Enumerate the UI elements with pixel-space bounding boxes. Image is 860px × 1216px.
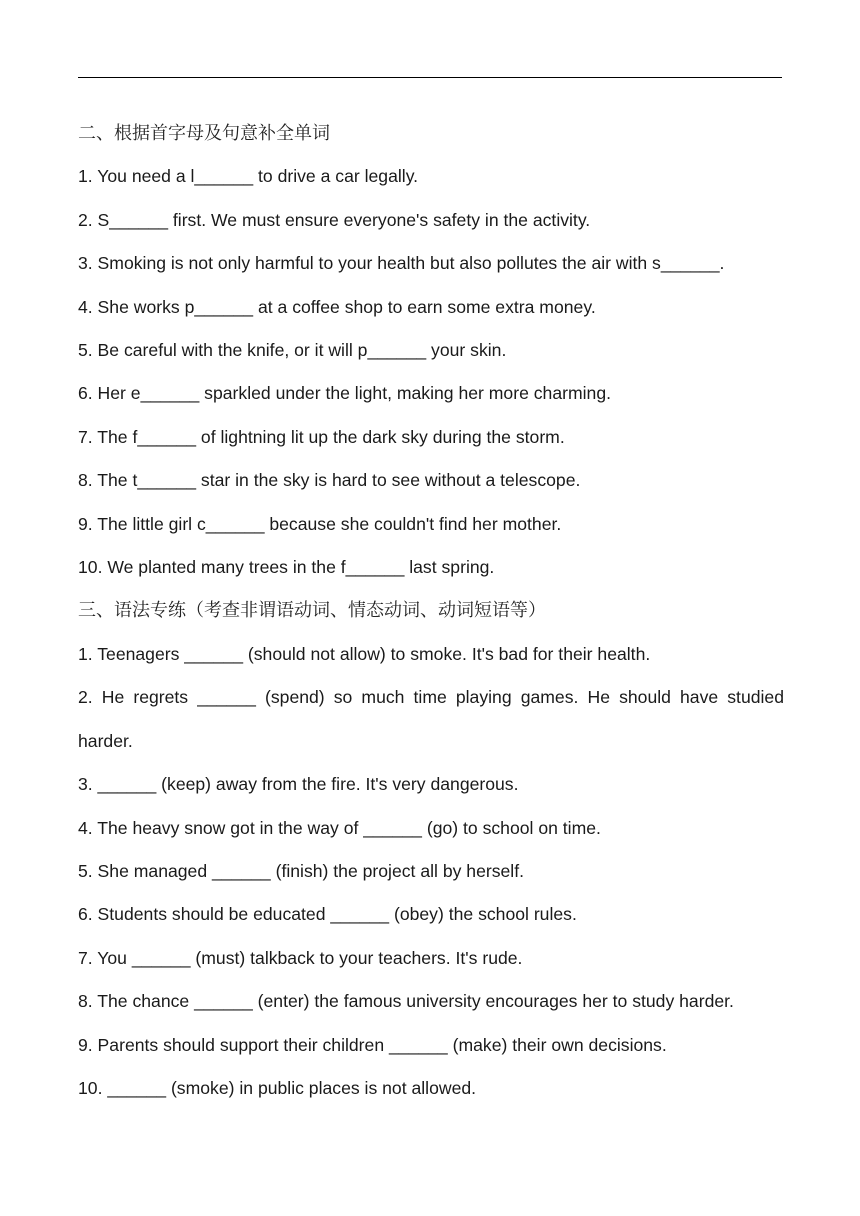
header-rule (78, 77, 782, 78)
question-item: 5. Be careful with the knife, or it will p______ your skin. (78, 340, 507, 361)
question-item: 7. The f______ of lightning lit up the dark sky during the storm. (78, 426, 565, 447)
section-heading-word-completion: 二、根据首字母及句意补全单词 (78, 123, 330, 144)
question-item: 7. You ______ (must) talkback to your teachers. It's rude. (78, 947, 523, 968)
section-heading-grammar-practice: 三、语法专练（考查非谓语动词、情态动词、动词短语等） (78, 600, 546, 622)
question-item: 10. We planted many trees in the f______ last spring. (78, 557, 495, 578)
question-item: 2. S______ first. We must ensure everyone's safety in the activity. (78, 209, 591, 230)
question-item: 4. She works p______ at a coffee shop to earn some extra money. (78, 296, 596, 317)
question-item: 9. The little girl c______ because she couldn't find her mother. (78, 513, 562, 534)
question-item: 2. He regrets ______ (spend) so much time playing games. He should have studied harder. (78, 687, 784, 751)
question-item: 3. Smoking is not only harmful to your health but also pollutes the air with s______. (78, 253, 725, 274)
question-item: 1. You need a l______ to drive a car legally. (78, 166, 419, 187)
question-item: 6. Students should be educated ______ (obey) the school rules. (78, 904, 577, 925)
question-item: 1. Teenagers ______ (should not allow) to smoke. It's bad for their health. (78, 643, 651, 664)
question-item: 6. Her e______ sparkled under the light, making her more charming. (78, 383, 611, 404)
question-item: 9. Parents should support their children ______ (make) their own decisions. (78, 1034, 667, 1055)
question-item: 3. ______ (keep) away from the fire. It's very dangerous. (78, 774, 519, 795)
worksheet-body (78, 112, 784, 1110)
question-item: 5. She managed ______ (finish) the project all by herself. (78, 860, 524, 881)
question-item: 8. The chance ______ (enter) the famous university encourages her to study harder. (78, 991, 734, 1012)
question-item: 10. ______ (smoke) in public places is not allowed. (78, 1077, 477, 1098)
question-item: 4. The heavy snow got in the way of ______ (go) to school on time. (78, 817, 601, 838)
question-item: 8. The t______ star in the sky is hard to see without a telescope. (78, 470, 581, 491)
